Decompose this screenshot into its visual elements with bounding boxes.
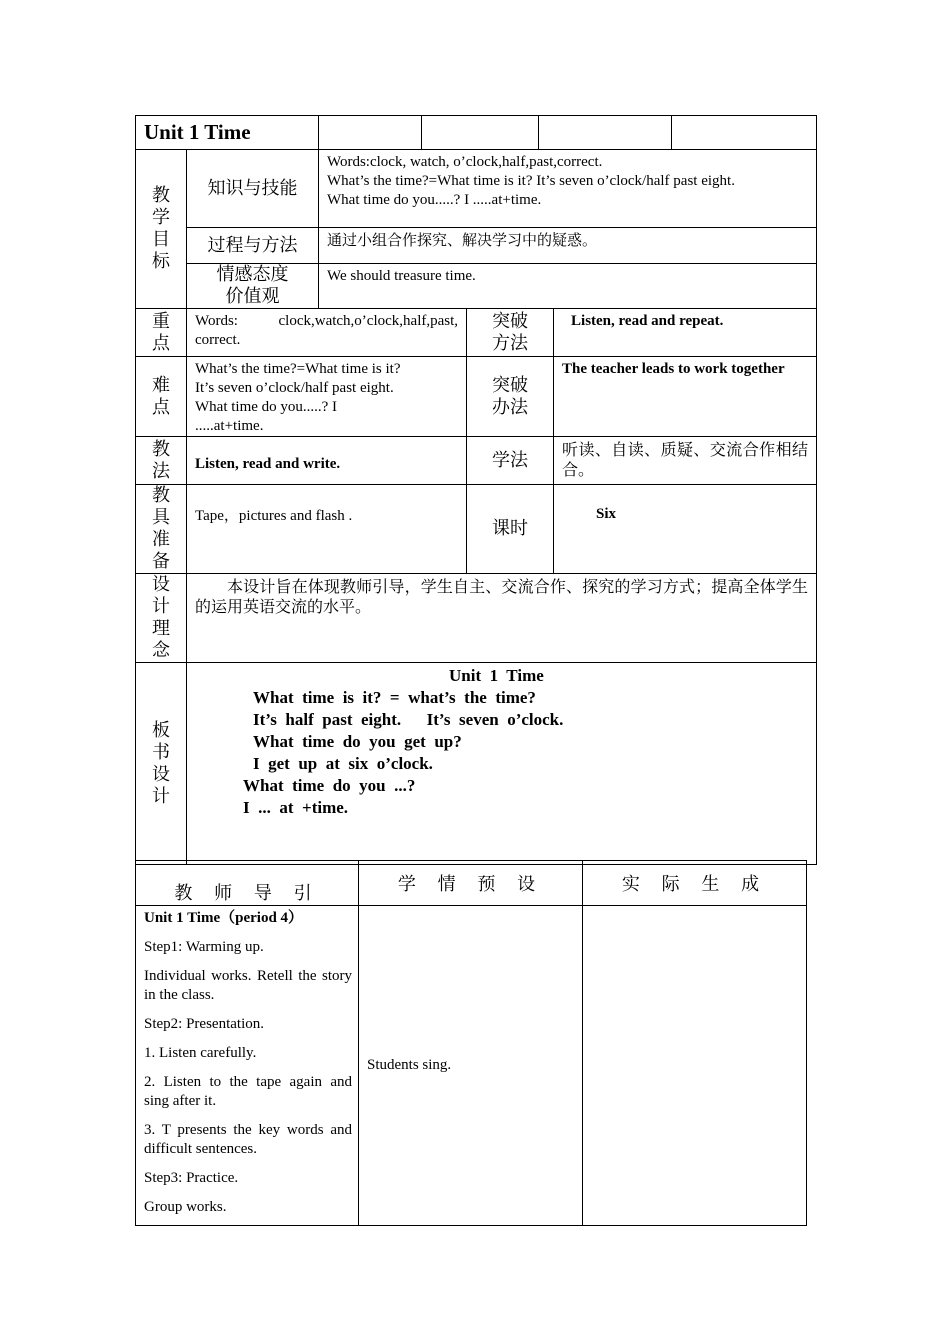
difficulty-method-label: 突破 办法 [467,357,554,437]
actual-result-cell [583,906,807,1226]
board-label: 板 书 设 计 [136,663,187,865]
knowledge-text: Words:clock, watch, o’clock,half,past,correct. What’s the time?=What time is it? It’s seven o’clock/half past eight. What time do you.....? I .....at+time. [319,150,817,228]
lesson-plan-table [135,115,817,865]
process-label: 过程与方法 [187,228,319,264]
teaching-method-text: Listen, read and write. [187,437,467,485]
guide-step: Step1: Warming up. [144,939,264,955]
guide-title: Unit 1 Time（period 4） [144,910,304,926]
blank-cell [319,116,422,150]
teacher-guide-cell [136,906,359,1226]
difficulties-label: 难 点 [136,357,187,437]
design-text: 本设计旨在体现教师引导，学生自主、交流合作、探究的学习方式；提高全体学生的运用英语交流的水平。 [187,574,817,663]
board-content: Unit 1 Time What time is it? = what’s the time? It’s half past eight. It’s seven o’clock. What time do you get up? I get up at six o’clock. What time do you ...? I ... at +time. [187,663,817,865]
materials-text: Tape，pictures and flash . [187,485,467,574]
guide-step: Step2: Presentation. [144,1016,264,1032]
learning-method-text: 听读、自读、质疑、交流合作相结合。 [554,437,817,485]
knowledge-label: 知识与技能 [187,150,319,228]
key-points-text: Words: clock,watch,o’clock,half,past, correct. [187,309,467,357]
guide-step: 1. Listen carefully. [144,1045,257,1061]
emotion-text: We should treasure time. [319,264,817,309]
header-teacher-guide: 教 师 导 引 [136,861,359,906]
blank-cell [672,116,817,150]
header-actual-result: 实 际 生 成 [583,861,807,906]
unit-title: Unit 1 Time [136,116,319,150]
key-points-label: 重 点 [136,309,187,357]
teaching-method-label: 教 法 [136,437,187,485]
difficulties-text: What’s the time?=What time is it? It’s seven o’clock/half past eight. What time do you.....? I .....at+time. [187,357,467,437]
key-method-text: Listen, read and repeat. [554,309,817,357]
guide-step: Individual works. Retell the story in the class. [144,968,352,1003]
blank-cell [539,116,672,150]
guide-step: 3. T presents the key words and difficult sentences. [144,1122,352,1157]
guide-step: Group works. [144,1199,227,1215]
materials-label: 教 具 准 备 [136,485,187,574]
teaching-process-table [135,860,807,1226]
objectives-label: 教 学 目 标 [136,150,187,309]
board-title: Unit 1 Time [449,666,544,685]
class-hours-value: Six [554,485,817,574]
design-label: 设 计 理 念 [136,574,187,663]
blank-cell [422,116,539,150]
class-hours-label: 课时 [467,485,554,574]
emotion-label: 情感态度 价值观 [187,264,319,309]
key-method-label: 突破 方法 [467,309,554,357]
guide-step: 2. Listen to the tape again and sing after it. [144,1074,352,1109]
header-student-preset: 学 情 预 设 [359,861,583,906]
learning-method-label: 学法 [467,437,554,485]
student-preset-cell: Students sing. [359,906,583,1226]
difficulty-method-text: The teacher leads to work together [554,357,817,437]
process-text: 通过小组合作探究、解决学习中的疑惑。 [319,228,817,264]
guide-step: Step3: Practice. [144,1170,239,1186]
